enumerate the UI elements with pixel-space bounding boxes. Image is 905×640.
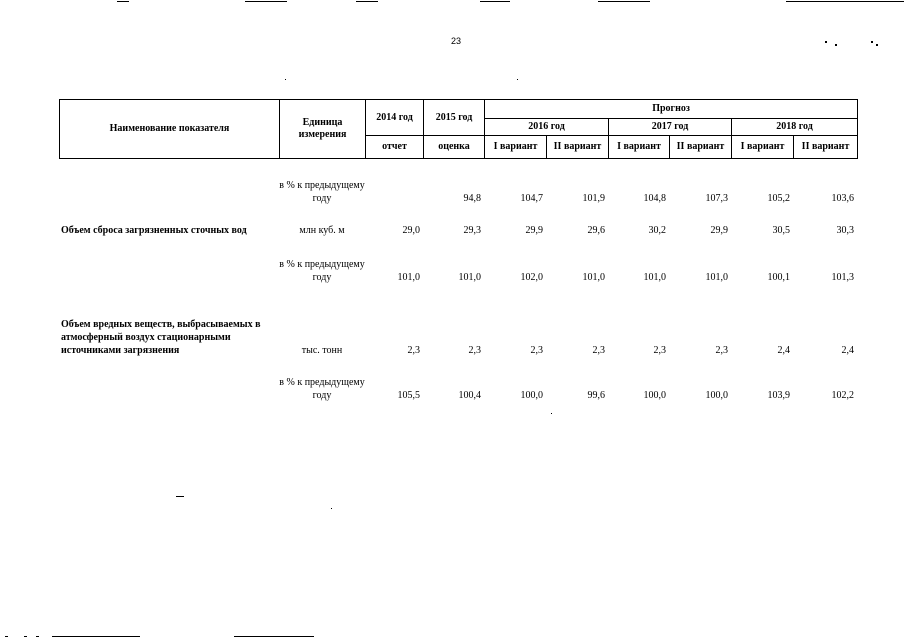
- scan-artifact-rule: [480, 1, 510, 2]
- cell-2017-v2: 101,0: [705, 272, 728, 283]
- cell-2018-v1: 103,9: [767, 390, 790, 401]
- header-2017-variant-1: I вариант: [609, 136, 670, 159]
- scan-artifact-rule: [356, 1, 378, 2]
- cell-2018-v2: 30,3: [836, 225, 854, 236]
- row-name: [59, 237, 279, 284]
- scan-artifact-dot: [24, 636, 27, 637]
- scan-artifact-rule: [234, 636, 314, 637]
- row-unit: тыс. тонн: [301, 345, 343, 356]
- header-forecast: Прогноз: [485, 100, 858, 119]
- cell-2016-v2: 101,0: [582, 272, 605, 283]
- header-2017: 2017 год: [609, 119, 732, 136]
- row-name: [59, 357, 279, 402]
- header-report: отчет: [366, 136, 424, 159]
- scan-artifact-dot: [871, 41, 873, 43]
- cell-2015: 100,4: [458, 390, 481, 401]
- cell-2018-v1: 30,5: [772, 225, 790, 236]
- header-indicator: Наименование показателя: [60, 100, 280, 159]
- header-2014: 2014 год: [366, 100, 424, 136]
- scan-artifact-dot: [176, 496, 184, 497]
- scan-artifact-dot: [285, 79, 286, 80]
- scan-artifact-dot: [517, 79, 518, 80]
- cell-2016-v1: 29,9: [525, 225, 543, 236]
- page-number: 23: [451, 36, 462, 46]
- header-2018: 2018 год: [732, 119, 858, 136]
- cell-2017-v1: 100,0: [643, 390, 666, 401]
- scan-artifact-rule: [52, 636, 140, 637]
- row-unit: млн куб. м: [299, 225, 345, 236]
- cell-2014: 105,5: [397, 390, 420, 401]
- cell-2016-v2: 101,9: [582, 193, 605, 204]
- cell-2018-v2: 102,2: [831, 390, 854, 401]
- cell-2014: 101,0: [397, 272, 420, 283]
- cell-2018-v1: 2,4: [777, 345, 790, 356]
- cell-2015: 94,8: [463, 193, 481, 204]
- header-estimate: оценка: [424, 136, 485, 159]
- cell-2018-v2: 103,6: [831, 193, 854, 204]
- cell-2018-v1: 105,2: [767, 193, 790, 204]
- cell-2016-v1: 2,3: [530, 345, 543, 356]
- scan-artifact-rule: [786, 1, 904, 2]
- scan-artifact-dot: [835, 44, 837, 46]
- cell-2017-v2: 2,3: [715, 345, 728, 356]
- cell-2017-v1: 104,8: [643, 193, 666, 204]
- row-unit: в % к предыдущему году: [279, 259, 365, 283]
- header-2017-variant-2: II вариант: [670, 136, 732, 159]
- header-2016-variant-1: I вариант: [485, 136, 547, 159]
- scan-artifact-dot: [876, 44, 878, 46]
- cell-2015: 29,3: [463, 225, 481, 236]
- cell-2017-v1: 101,0: [643, 272, 666, 283]
- cell-2018-v2: 101,3: [831, 272, 854, 283]
- header-2015: 2015 год: [424, 100, 485, 136]
- cell-2014: [365, 162, 423, 205]
- scan-artifact-rule: [245, 1, 287, 2]
- header-2016: 2016 год: [485, 119, 609, 136]
- table-row: [59, 357, 857, 402]
- cell-2015: 101,0: [458, 272, 481, 283]
- table-header: [59, 99, 858, 159]
- table-row: [59, 284, 857, 357]
- header-2016-variant-2: II вариант: [547, 136, 609, 159]
- cell-2016-v1: 100,0: [520, 390, 543, 401]
- row-unit: в % к предыдущему году: [279, 180, 365, 204]
- cell-2016-v1: 102,0: [520, 272, 543, 283]
- scan-artifact-dot: [551, 413, 552, 414]
- cell-2016-v2: 29,6: [587, 225, 605, 236]
- table-body: [59, 162, 857, 402]
- table-row: [59, 237, 857, 284]
- scan-artifact-dot: [331, 508, 332, 509]
- scan-artifact-dot: [36, 636, 39, 637]
- row-name: Объем сброса загрязненных сточных вод: [61, 225, 247, 236]
- cell-2017-v2: 29,9: [710, 225, 728, 236]
- table-row: [59, 162, 857, 205]
- cell-2017-v1: 30,2: [648, 225, 666, 236]
- cell-2016-v1: 104,7: [520, 193, 543, 204]
- scan-artifact-rule: [598, 1, 650, 2]
- scan-artifact-rule: [117, 1, 129, 2]
- cell-2014: 29,0: [402, 225, 420, 236]
- header-2018-variant-1: I вариант: [732, 136, 794, 159]
- row-unit: в % к предыдущему году: [279, 377, 365, 401]
- cell-2015: 2,3: [468, 345, 481, 356]
- scan-artifact-dot: [825, 41, 827, 43]
- row-name: Объем вредных веществ, выбрасываемых в атмосферный воздух стационарными источниками загрязнения: [61, 319, 261, 356]
- scan-artifact-dot: [5, 636, 8, 637]
- cell-2018-v1: 100,1: [767, 272, 790, 283]
- cell-2018-v2: 2,4: [841, 345, 854, 356]
- cell-2017-v2: 100,0: [705, 390, 728, 401]
- table-row: [59, 205, 857, 237]
- header-unit: Единица измерения: [280, 100, 366, 159]
- cell-2017-v2: 107,3: [705, 193, 728, 204]
- cell-2016-v2: 2,3: [592, 345, 605, 356]
- cell-2014: 2,3: [407, 345, 420, 356]
- cell-2017-v1: 2,3: [653, 345, 666, 356]
- header-2018-variant-2: II вариант: [794, 136, 858, 159]
- cell-2016-v2: 99,6: [587, 390, 605, 401]
- row-name: [59, 162, 279, 205]
